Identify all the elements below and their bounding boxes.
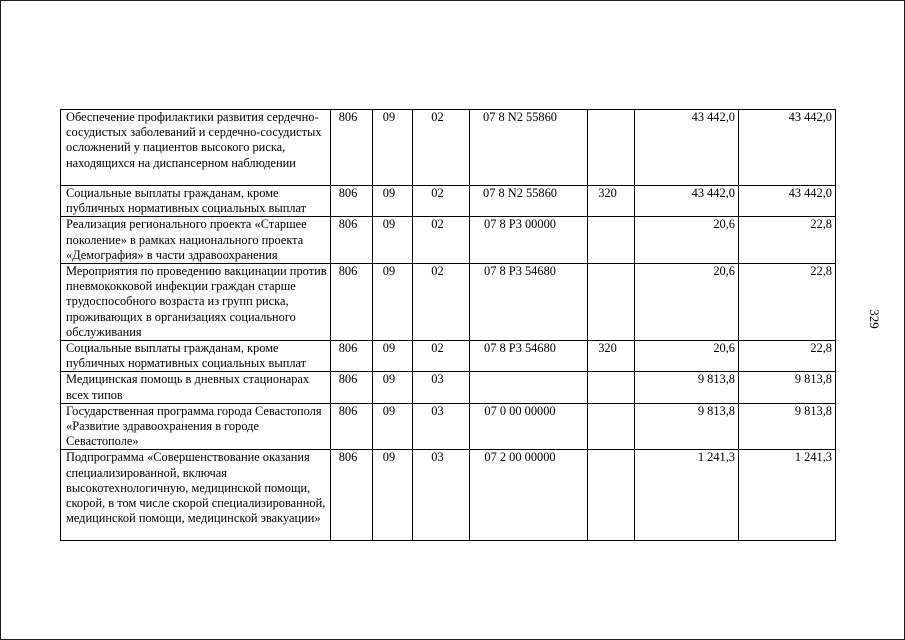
cell-section-code: 09: [373, 450, 413, 541]
cell-expense-type: [588, 403, 635, 450]
cell-target-article: 07 8 P3 00000: [470, 217, 588, 264]
cell-section-code: 09: [373, 403, 413, 450]
cell-amount-year-2: 43 442,0: [739, 110, 836, 186]
cell-target-article: 07 8 P3 54680: [470, 341, 588, 372]
table-row: [61, 110, 836, 186]
cell-section-code: 09: [373, 217, 413, 264]
cell-amount-year-2: 43 442,0: [739, 186, 836, 217]
cell-amount-year-2: 9 813,8: [739, 372, 836, 403]
cell-expense-type: [588, 110, 635, 186]
cell-target-article: 07 8 N2 55860: [470, 110, 588, 186]
cell-amount-year-2: 1 241,3: [739, 450, 836, 541]
cell-subsection-code: 02: [413, 186, 470, 217]
page-number: 329: [866, 309, 882, 329]
cell-section-code: 09: [373, 372, 413, 403]
cell-expense-type: [588, 372, 635, 403]
cell-target-article: 07 0 00 00000: [470, 403, 588, 450]
cell-amount-year-1: 20,6: [635, 341, 739, 372]
cell-amount-year-1: 9 813,8: [635, 403, 739, 450]
row-description: Обеспечение профилактики развития сердечно-сосудистых заболеваний и сердечно-сосудистых осложнений у пациентов высокого риска, находящихся на диспансерном наблюдении: [61, 110, 331, 186]
cell-department-code: 806: [331, 186, 373, 217]
cell-amount-year-1: 43 442,0: [635, 186, 739, 217]
cell-expense-type: [588, 450, 635, 541]
row-description: Реализация регионального проекта «Старшее поколение» в рамках национального проекта «Демография» в части здравоохранения: [61, 217, 331, 264]
cell-section-code: 09: [373, 110, 413, 186]
table-row: [61, 372, 836, 403]
cell-subsection-code: 03: [413, 450, 470, 541]
cell-section-code: 09: [373, 186, 413, 217]
cell-subsection-code: 02: [413, 217, 470, 264]
cell-section-code: 09: [373, 264, 413, 341]
cell-department-code: 806: [331, 110, 373, 186]
table-row: [61, 450, 836, 541]
cell-target-article: 07 8 P3 54680: [470, 264, 588, 341]
row-description: Государственная программа города Севастополя «Развитие здравоохранения в городе Севастополе»: [61, 403, 331, 450]
cell-target-article: 07 2 00 00000: [470, 450, 588, 541]
row-description: Подпрограмма «Совершенствование оказания специализированной, включая высокотехнологичную, медицинской помощи, скорой, в том числе скорой специализированной, медицинской помощи, медицинской эвакуации»: [61, 450, 331, 541]
row-description: Социальные выплаты гражданам, кроме публичных нормативных социальных выплат: [61, 186, 331, 217]
cell-subsection-code: 03: [413, 372, 470, 403]
cell-amount-year-2: 22,8: [739, 264, 836, 341]
cell-section-code: 09: [373, 341, 413, 372]
cell-department-code: 806: [331, 403, 373, 450]
cell-subsection-code: 02: [413, 341, 470, 372]
table-row: [61, 341, 836, 372]
cell-amount-year-2: 22,8: [739, 341, 836, 372]
cell-department-code: 806: [331, 450, 373, 541]
cell-expense-type: 320: [588, 341, 635, 372]
cell-subsection-code: 02: [413, 264, 470, 341]
table-row: [61, 217, 836, 264]
cell-target-article: [470, 372, 588, 403]
row-description: Медицинская помощь в дневных стационарах всех типов: [61, 372, 331, 403]
cell-amount-year-2: 9 813,8: [739, 403, 836, 450]
table-row: [61, 403, 836, 450]
cell-amount-year-1: 1 241,3: [635, 450, 739, 541]
row-description: Социальные выплаты гражданам, кроме публичных нормативных социальных выплат: [61, 341, 331, 372]
cell-expense-type: [588, 264, 635, 341]
table-row: [61, 264, 836, 341]
row-description: Мероприятия по проведению вакцинации против пневмококковой инфекции граждан старше трудоспособного возраста из групп риска, проживающих в организациях социального обслуживания: [61, 264, 331, 341]
cell-department-code: 806: [331, 372, 373, 403]
cell-department-code: 806: [331, 264, 373, 341]
cell-amount-year-1: 20,6: [635, 217, 739, 264]
cell-subsection-code: 02: [413, 110, 470, 186]
cell-amount-year-2: 22,8: [739, 217, 836, 264]
cell-department-code: 806: [331, 341, 373, 372]
cell-department-code: 806: [331, 217, 373, 264]
budget-table: [60, 109, 836, 541]
table-row: [61, 186, 836, 217]
cell-target-article: 07 8 N2 55860: [470, 186, 588, 217]
cell-amount-year-1: 43 442,0: [635, 110, 739, 186]
cell-amount-year-1: 9 813,8: [635, 372, 739, 403]
cell-expense-type: [588, 217, 635, 264]
cell-amount-year-1: 20,6: [635, 264, 739, 341]
cell-subsection-code: 03: [413, 403, 470, 450]
cell-expense-type: 320: [588, 186, 635, 217]
